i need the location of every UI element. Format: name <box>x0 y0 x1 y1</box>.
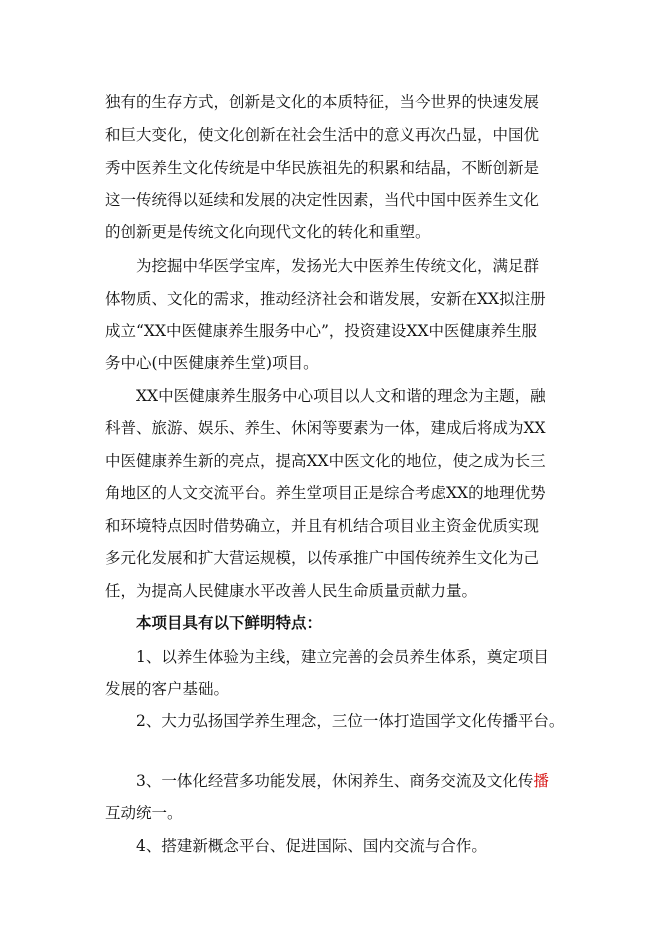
para2-line-4: 务中心(中医健康养生堂)项目。 <box>105 354 319 372</box>
para2-line-1: 为挖掘中华医学宝库，发扬光大中医养生传统文化，满足群 <box>136 257 540 275</box>
feature-2: 2、大力弘扬国学养生理念，三位一体打造国学文化传播平台。 <box>136 712 565 730</box>
feature-3-line-2: 互动统一。 <box>105 804 183 822</box>
para1-line-4: 这一传统得以延续和发展的决定性因素，当代中国中医养生文化 <box>105 191 540 209</box>
para3-line-7: 任，为提高人民健康水平改善人民生命质量贡献力量。 <box>105 582 478 600</box>
feature-1-line-2: 发展的客户基础。 <box>105 680 230 698</box>
para1-line-3: 秀中医养生文化传统是中华民族祖先的积累和结晶，不断创新是 <box>105 159 540 177</box>
para3-line-2: 科普、旅游、娱乐、养生、休闲等要素为一体，建成后将成为XX <box>105 419 546 437</box>
feature-3-line-1-main: 3、一体化经营多功能发展，休闲养生、商务交流及文化传 <box>136 772 534 790</box>
para1-line-5: 的创新更是传统文化向现代文化的转化和重塑。 <box>105 223 431 241</box>
para1-line-1: 独有的生存方式，创新是文化的本质特征，当今世界的快速发展 <box>105 93 540 111</box>
para2-line-3: 成立“XX中医健康养生服务中心”，投资建设XX中医健康养生服 <box>105 322 537 340</box>
para2-line-2: 体物质、文化的需求，推动经济社会和谐发展，安新在XX拟注册 <box>105 290 546 308</box>
feature-3-line-1 <box>136 771 549 791</box>
para3-line-3: 中医健康养生新的亮点，提高XX中医文化的地位，使之成为长三 <box>105 452 546 470</box>
features-heading: 本项目具有以下鲜明特点： <box>136 613 323 632</box>
para3-line-6: 多元化发展和扩大营运规模，以传承推广中国传统养生文化为己 <box>105 549 540 567</box>
feature-1-line-1: 1、以养生体验为主线，建立完善的会员养生体系，奠定项目 <box>136 648 549 666</box>
para3-line-1: XX中医健康养生服务中心项目以人文和谐的理念为主题，融 <box>136 387 546 405</box>
para3-line-4: 角地区的人文交流平台。养生堂项目正是综合考虑XX的地理优势 <box>105 484 546 502</box>
feature-3-highlight-char: 播 <box>533 772 549 790</box>
para3-line-5: 和环境特点因时借势确立，并且有机结合项目业主资金优质实现 <box>105 517 540 535</box>
feature-4: 4、搭建新概念平台、促进国际、国内交流与合作。 <box>136 837 487 855</box>
para1-line-2: 和巨大变化，使文化创新在社会生活中的意义再次凸显，中国优 <box>105 126 540 144</box>
